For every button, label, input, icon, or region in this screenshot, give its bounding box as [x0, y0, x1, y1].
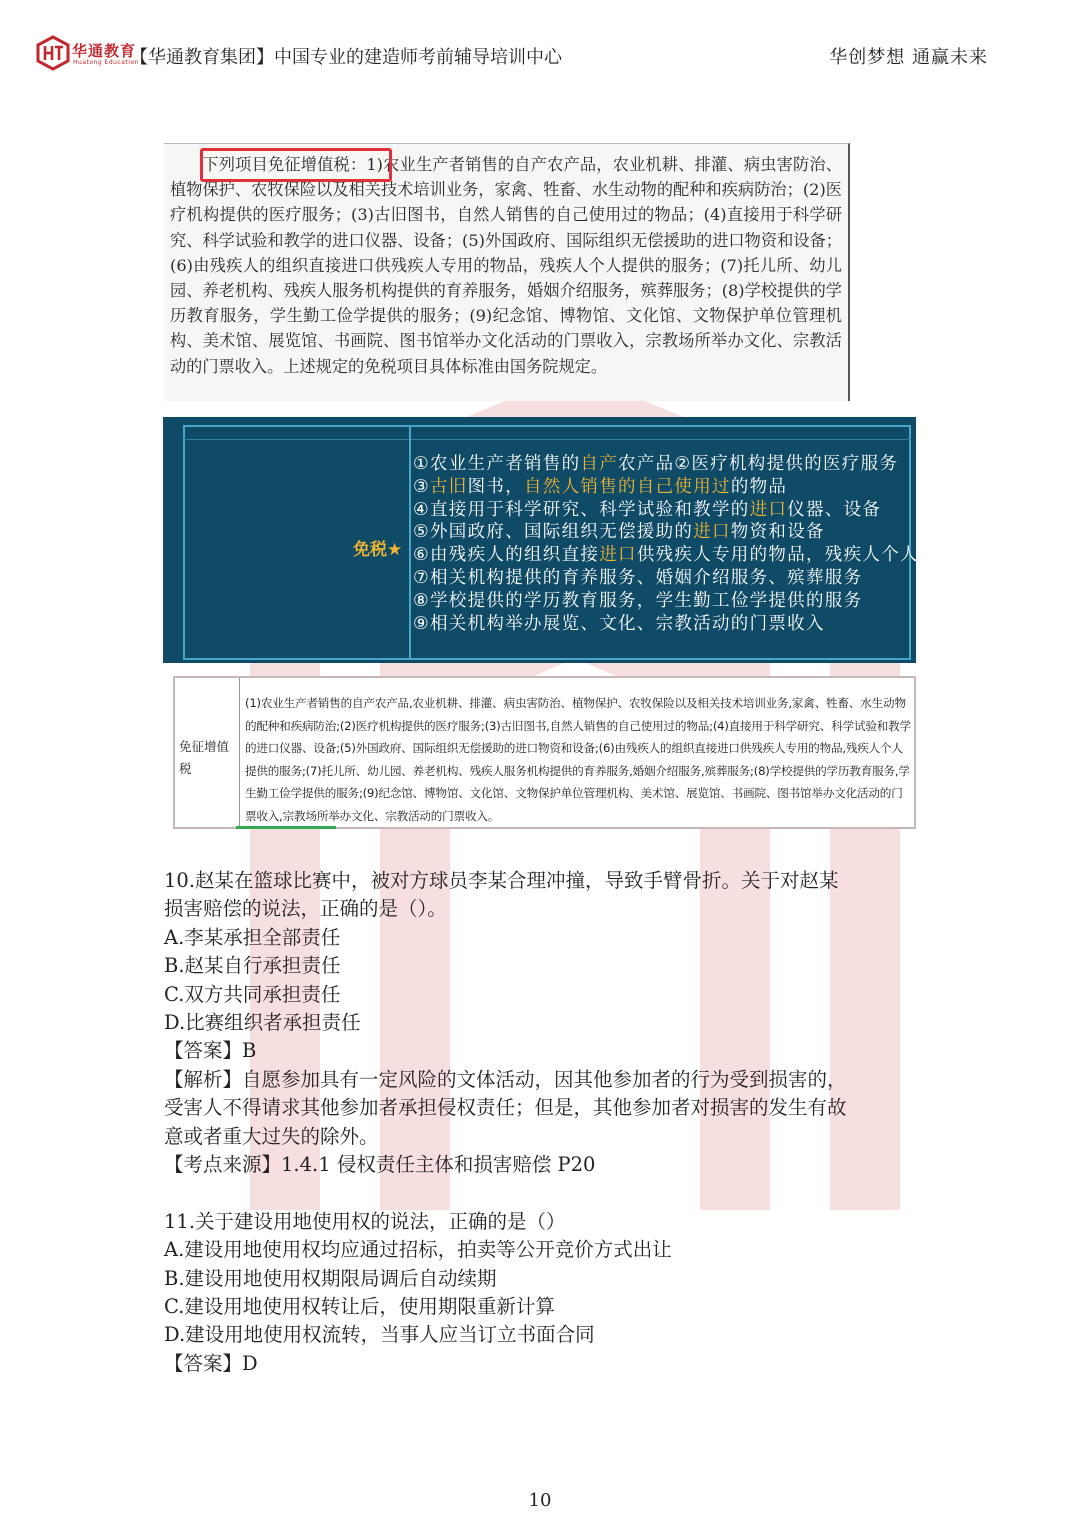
- q10-answer: 【答案】B: [164, 1039, 257, 1063]
- q11-option-d: D.建设用地使用权流转，当事人应当订立书面合同: [164, 1323, 595, 1347]
- slide-image: [163, 417, 1013, 663]
- q10-option-c: C.双方共同承担责任: [164, 982, 341, 1006]
- table-image: [173, 676, 916, 829]
- slide-item-segment: 物资和设备: [730, 522, 825, 543]
- q10-option-b: B.赵某自行承担责任: [164, 954, 341, 978]
- red-highlight-box: [200, 148, 392, 182]
- slide-item-8: [413, 613, 1073, 636]
- q10-option-a: A.李某承担全部责任: [164, 925, 341, 949]
- logo-text: 华通教育: [72, 42, 137, 60]
- slide-item-segment: 仪器、设备: [787, 499, 882, 520]
- q10-analysis-line1: 【解析】自愿参加具有一定风险的文体活动，因其他参加者的行为受到损害的，: [164, 1067, 847, 1091]
- slide-item-6: [413, 567, 1073, 590]
- slide-item-segment: 进口: [693, 522, 731, 543]
- slide-item-segment: 的物品: [730, 476, 788, 497]
- questions-section: [164, 867, 920, 1378]
- page-header: [36, 36, 1046, 76]
- page-number: 10: [528, 1490, 552, 1511]
- q10-analysis-line3: 意或者重大过失的除外。: [164, 1124, 379, 1148]
- q11-option-a: A.建设用地使用权均应通过招标，拍卖等公开竞价方式出让: [164, 1238, 672, 1262]
- table-divider: [239, 678, 240, 827]
- slide-item-segment: 自然人销售的自己使用过: [524, 476, 731, 497]
- slide-item-segment: ③: [413, 476, 430, 497]
- logo-subtext: Huatong Education: [73, 59, 139, 66]
- q10-stem-line2: 损害赔偿的说法，正确的是（）。: [164, 897, 447, 921]
- slide-items: [413, 453, 1073, 635]
- q10-stem-line1: 10.赵某在篮球比赛中，被对方球员李某合理冲撞，导致手臂骨折。关于对赵某: [164, 869, 839, 892]
- slide-item-segment: ⑦相关机构提供的育养服务、婚姻介绍服务、殡葬服务: [413, 567, 863, 588]
- table-content: (1)农业生产者销售的自产农产品,农业机耕、排灌、病虫害防治、植物保护、农牧保险以及相关技术培训业务,家禽、牲畜、水生动物的配种和疾病防治;(2)医疗机构提供的医疗服务;(3)古旧图书,自然人销售的自己使用过的物品;(4)直接用于科学研究、科学试验和教学的进口仪器、设备;(5)外国政府、国际组织无偿援助的进口物资和设备;(6)由残疾人的组织直接进口供残疾人专用的物品,残疾人个人提供的服务;(7)托儿所、幼儿园、养老机构、残疾人服务机构提供的育养服务,婚姻介绍服务,殡葬服务;(8)学校提供的学历教育服务,学生勤工俭学提供的服务;(9)纪念馆、博物馆、文化馆、文物保护单位管理机构、美术馆、展览馆、书画院、图书馆举办文化活动的门票收入,宗教场所举办文化、宗教活动的门票收入。: [245, 696, 911, 823]
- slide-item-7: [413, 590, 1073, 613]
- slide-item-segment: ⑨相关机构举办展览、文化、宗教活动的门票收入: [413, 613, 825, 634]
- slide-item-segment: 图书，: [467, 476, 525, 497]
- slide-item-5: [413, 544, 1073, 567]
- slide-divider: [409, 425, 411, 660]
- slide-item-segment: 进口: [599, 545, 637, 566]
- slide-item-segment: 古旧: [430, 476, 468, 497]
- header-title: 【华通教育集团】中国专业的建造师考前辅导培训中心: [130, 47, 562, 68]
- q11-option-b: B.建设用地使用权期限局调后自动续期: [164, 1266, 497, 1290]
- q11-option-c: C.建设用地使用权转让后，使用期限重新计算: [164, 1295, 555, 1319]
- slide-item-segment: ⑧学校提供的学历教育服务，学生勤工俭学提供的服务: [413, 590, 863, 611]
- table-label: 免征增值税: [179, 739, 230, 776]
- slide-topline: [183, 439, 911, 440]
- q10-source: 【考点来源】1.4.1 侵权责任主体和损害赔偿 P20: [164, 1153, 596, 1177]
- q11-answer: 【答案】D: [164, 1351, 258, 1375]
- q11-stem: 11.关于建设用地使用权的说法，正确的是（）: [164, 1209, 566, 1233]
- slide-item-4: [413, 521, 1073, 544]
- scanned-excerpt-image: [164, 143, 850, 401]
- q10-option-d: D.比赛组织者承担责任: [164, 1011, 361, 1035]
- slide-item-1: [413, 453, 1073, 476]
- slide-item-segment: 自产: [580, 454, 618, 474]
- header-slogan: 华创梦想 通赢未来: [829, 47, 988, 68]
- q10-analysis-line2: 受害人不得请求其他参加者承担侵权责任；但是，其他参加者对损害的发生有故: [164, 1096, 847, 1120]
- slide-item-2: [413, 476, 1073, 499]
- slide-label: 免税★: [353, 540, 403, 560]
- slide-item-segment: 农产品②医疗机构提供的医疗服务: [618, 454, 899, 474]
- slide-item-segment: ④直接用于科学研究、科学试验和教学的: [413, 499, 750, 520]
- scanned-paragraph: 下列项目免征增值税：1)农业生产者销售的自产农产品，农业机耕、排灌、病虫害防治、植物保护、农牧保险以及相关技术培训业务，家禽、牲畜、水生动物的配种和疾病防治；(2)医疗机构提供的医疗服务；(3)古旧图书，自然人销售的自己使用过的物品；(4)直接用于科学研究、科学试验和教学的进口仪器、设备；(5)外国政府、国际组织无偿援助的进口物资和设备；(6)由残疾人的组织直接进口供残疾人专用的物品，残疾人个人提供的服务；(7)托儿所、幼儿园、养老机构、残疾人服务机构提供的育养服务，婚姻介绍服务，殡葬服务；(8)学校提供的学历教育服务，学生勤工俭学提供的服务；(9)纪念馆、博物馆、文化馆、文物保护单位管理机构、美术馆、展览馆、书画院、图书馆举办文化活动的门票收入，宗教场所举办文化、宗教活动的门票收入。上述规定的免税项目具体标准由国务院规定。: [170, 155, 842, 376]
- slide-item-segment: ⑥由残疾人的组织直接: [413, 545, 600, 566]
- slide-item-segment: 进口: [749, 499, 788, 520]
- table-green-mark: [236, 826, 336, 829]
- slide-item-3: [413, 499, 1073, 522]
- ht-logo-icon: [36, 36, 70, 70]
- slide-item-segment: ⑤外国政府、国际组织无偿援助的: [413, 522, 694, 543]
- slide-item-segment: 供残疾人专用的物品，残疾人个人提供的服务: [636, 545, 1013, 566]
- slide-item-segment: ①农业生产者销售的: [413, 454, 581, 474]
